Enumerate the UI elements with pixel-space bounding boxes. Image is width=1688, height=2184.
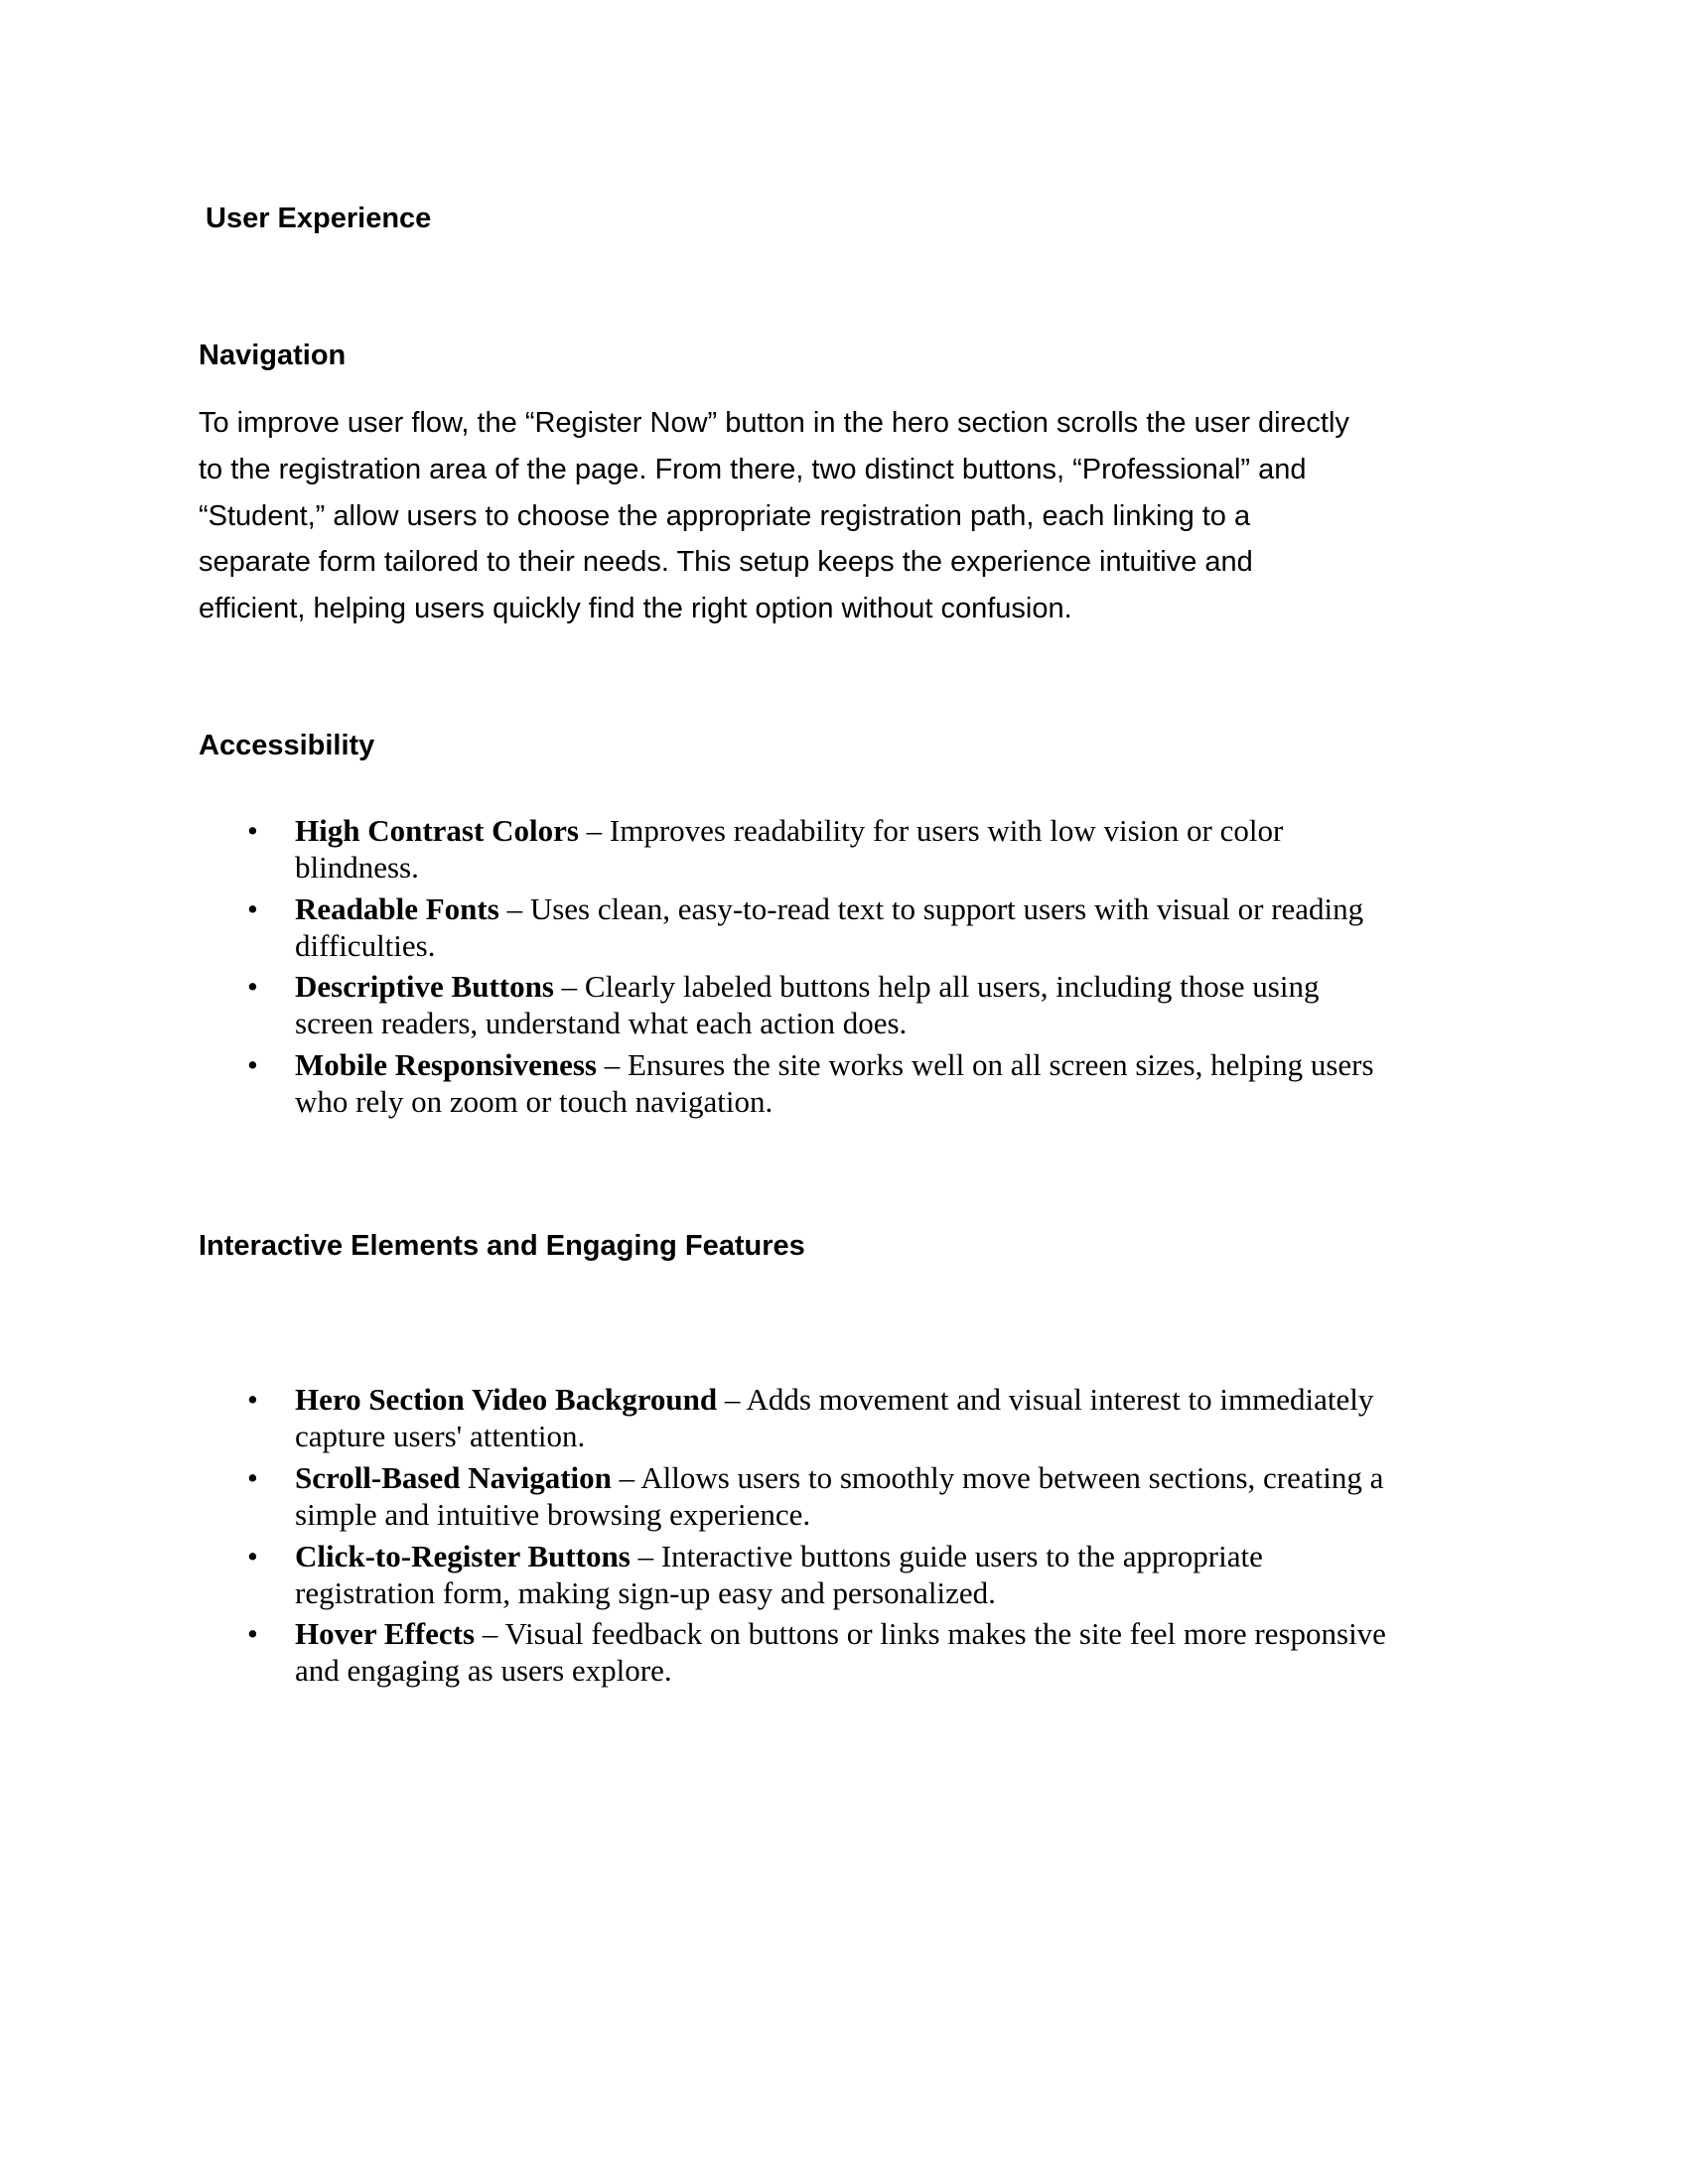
item-term: Readable Fonts — [295, 891, 499, 926]
item-description-cont: who rely on zoom or touch navigation. — [295, 1084, 774, 1119]
item-description: – Clearly labeled buttons help all users, including those using — [553, 969, 1320, 1004]
item-description: – Adds movement and visual interest to immediately — [717, 1382, 1374, 1417]
item-description: – Improves readability for users with low vision or color — [578, 813, 1284, 848]
item-description-cont: capture users' attention. — [295, 1419, 586, 1453]
bullet-icon: • — [247, 1460, 258, 1495]
item-description-cont: registration form, making sign-up easy and personalized. — [295, 1575, 996, 1610]
bullet-icon: • — [247, 1047, 258, 1082]
item-description: – Ensures the site works well on all screen sizes, helping users — [597, 1047, 1374, 1082]
item-term: Descriptive Buttons — [295, 969, 554, 1004]
item-description-cont: difficulties. — [295, 928, 436, 963]
item-description: – Interactive buttons guide users to the appropriate — [630, 1539, 1263, 1573]
bullet-icon: • — [247, 1539, 258, 1573]
item-description-cont: and engaging as users explore. — [295, 1653, 672, 1688]
bullet-icon: • — [247, 1616, 258, 1651]
bullet-icon: • — [247, 1382, 258, 1417]
bullet-icon: • — [247, 813, 258, 848]
page-title: User Experience — [206, 203, 432, 234]
navigation-paragraph-line: “Student,” allow users to choose the appropriate registration path, each linking to a — [199, 500, 1251, 532]
item-term: Hero Section Video Background — [295, 1382, 718, 1417]
accessibility-heading: Accessibility — [199, 730, 375, 761]
item-description-cont: screen readers, understand what each action does. — [295, 1006, 908, 1040]
item-term: Scroll-Based Navigation — [295, 1460, 612, 1495]
navigation-paragraph-line: separate form tailored to their needs. This setup keeps the experience intuitive and — [199, 546, 1253, 578]
navigation-paragraph-line: To improve user flow, the “Register Now” button in the hero section scrolls the user directly — [199, 407, 1349, 439]
item-description: – Visual feedback on buttons or links makes the site feel more responsive — [475, 1616, 1386, 1651]
item-description-cont: blindness. — [295, 850, 419, 885]
navigation-heading: Navigation — [199, 340, 347, 371]
item-description: – Uses clean, easy-to-read text to support users with visual or reading — [498, 891, 1364, 926]
item-term: High Contrast Colors — [295, 813, 579, 848]
navigation-paragraph-line: to the registration area of the page. From there, two distinct buttons, “Professional” and — [199, 454, 1307, 485]
navigation-paragraph-line: efficient, helping users quickly find the right option without confusion. — [199, 593, 1072, 624]
item-term: Mobile Responsiveness — [295, 1047, 597, 1082]
interactive-heading: Interactive Elements and Engaging Features — [199, 1230, 805, 1262]
item-description: – Allows users to smoothly move between sections, creating a — [611, 1460, 1384, 1495]
item-term: Hover Effects — [295, 1616, 476, 1651]
item-term: Click-to-Register Buttons — [295, 1539, 631, 1573]
bullet-icon: • — [247, 891, 258, 926]
bullet-icon: • — [247, 969, 258, 1004]
item-description-cont: simple and intuitive browsing experience. — [295, 1497, 811, 1532]
